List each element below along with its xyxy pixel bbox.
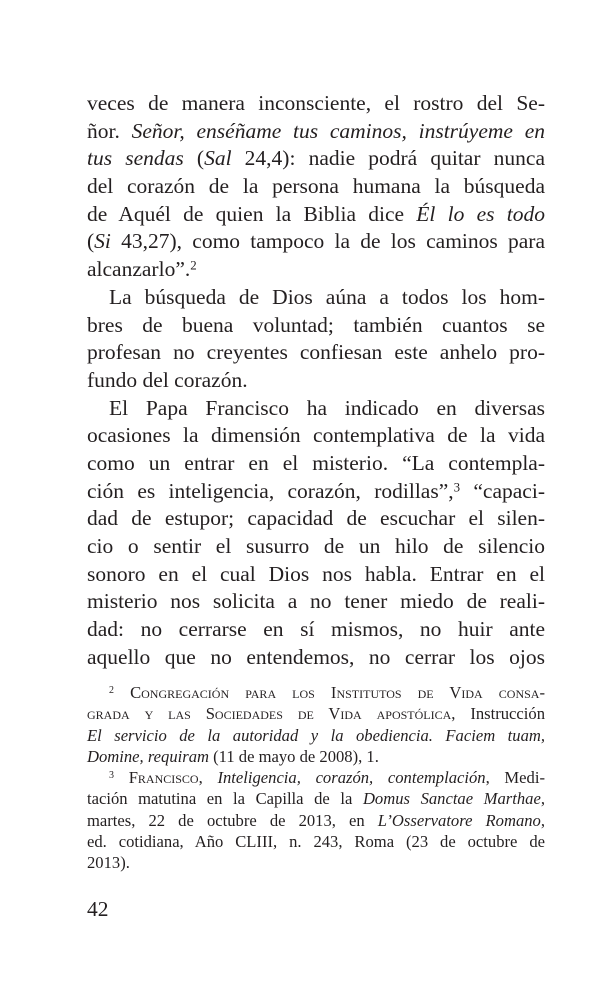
text-line — [87, 810, 545, 831]
text-run: Domine, requiram — [87, 746, 209, 766]
text-run: ción es inteligencia, corazón, rodillas”, — [87, 478, 454, 503]
text-line — [87, 228, 545, 256]
text-line — [87, 256, 545, 284]
text-run: de Aquél de quien la Biblia dice — [87, 201, 417, 226]
text-run: alcanzarlo”. — [87, 257, 191, 282]
main-text — [87, 90, 545, 671]
text-line — [87, 118, 545, 146]
text-run: , — [540, 810, 546, 830]
text-run: 2013). — [87, 853, 130, 873]
text-run: Inteligencia, corazón, contemplación — [217, 768, 486, 788]
text-run: como un entrar en el misterio. “La contempla- — [87, 450, 545, 475]
text-line — [87, 395, 545, 423]
text-line — [87, 788, 545, 809]
text-line — [87, 505, 545, 533]
text-line — [87, 367, 545, 395]
text-run: fundo del corazón. — [87, 367, 248, 392]
text-run: El servicio de la autoridad y la obediencia. Faciem tuam, — [87, 725, 545, 745]
text-line — [87, 725, 545, 746]
text-line — [87, 90, 545, 118]
text-run: sonoro en el cual Dios nos habla. Entrar en el — [87, 561, 545, 586]
text-run: tus sendas — [87, 146, 184, 171]
text-line — [87, 746, 545, 767]
text-line — [87, 173, 545, 201]
text-run: Francisco — [128, 768, 199, 788]
text-run: , Instrucción — [451, 704, 545, 724]
text-run: Domus Sanctae Marthae — [362, 789, 541, 809]
text-line — [87, 682, 545, 703]
text-run: veces de manera inconsciente, el rostro del Se- — [87, 91, 545, 115]
text-line — [87, 145, 545, 173]
text-run: ocasiones la dimensión contemplativa de la vida — [87, 423, 545, 448]
footnote-ref: 2 — [190, 258, 197, 273]
text-run: martes, 22 de octubre de 2013, en — [87, 810, 378, 830]
text-line — [87, 703, 545, 724]
text-run: aquello que no entendemos, no cerrar los ojos — [87, 644, 545, 669]
text-run: Sal — [204, 146, 232, 171]
footnotes — [87, 682, 545, 874]
text-run: ñor. — [87, 118, 132, 143]
text-line — [87, 422, 545, 450]
text-line — [87, 339, 545, 367]
text-line — [87, 450, 545, 478]
text-line — [87, 767, 545, 788]
text-run: bres de buena voluntad; también cuantos se — [87, 312, 545, 337]
text-run: , Medi- — [485, 768, 545, 788]
text-run: , — [540, 789, 545, 809]
text-run: grada y las Sociedades de Vida apostólica — [87, 704, 452, 724]
text-line — [87, 852, 545, 873]
text-line — [87, 561, 545, 589]
text-run: 43,27), como tampoco la de los caminos para — [110, 229, 545, 254]
text-run: El Papa Francisco ha indicado en diversas — [109, 395, 545, 420]
text-line — [87, 478, 545, 506]
text-run: dad: no cerrarse en sí mismos, no huir ante — [87, 617, 545, 642]
text-line — [87, 533, 545, 561]
text-line — [87, 312, 545, 340]
text-run: 24,4): nadie podrá quitar nunca — [231, 146, 545, 171]
text-run: misterio nos solicita a no tener miedo de reali- — [87, 589, 545, 614]
text-line — [87, 588, 545, 616]
text-line — [87, 201, 545, 229]
text-run: dad de estupor; capacidad de escuchar el silen- — [87, 506, 545, 531]
text-run: Congregación para los Institutos de Vida consa- — [130, 683, 545, 702]
text-run: Señor, enséñame tus caminos, instrúyeme en — [131, 118, 545, 143]
text-run: , — [198, 768, 218, 788]
text-run: tación matutina en la Capilla de la — [87, 789, 363, 809]
text-run: del corazón de la persona humana la búsqueda — [87, 174, 545, 199]
text-run: ( — [87, 229, 95, 254]
text-run: Él lo es todo — [416, 201, 545, 226]
text-line — [87, 831, 545, 852]
text-run: ed. cotidiana, Año CLIII, n. 243, Roma (23 de octubre de — [87, 832, 545, 852]
text-run: cio o sentir el susurro de un hilo de silencio — [87, 534, 545, 558]
text-run: profesan no creyentes confiesan este anhelo pro- — [87, 340, 545, 365]
text-line — [87, 644, 545, 672]
text-run: “capaci- — [460, 478, 545, 503]
text-run — [114, 683, 130, 702]
text-line — [87, 284, 545, 312]
text-run: L’Osservatore Romano — [377, 810, 541, 830]
page-number: 42 — [87, 897, 109, 921]
footnote-ref: 2 — [109, 685, 114, 697]
text-run — [114, 768, 129, 787]
footnote-ref: 3 — [109, 770, 114, 782]
text-run: (11 de mayo de 2008), 1. — [208, 746, 379, 766]
text-run: La búsqueda de Dios aúna a todos los hom- — [109, 284, 545, 309]
text-run: Si — [94, 229, 111, 254]
footnote-ref: 3 — [453, 480, 461, 495]
text-run: ( — [183, 146, 205, 171]
text-line — [87, 616, 545, 644]
